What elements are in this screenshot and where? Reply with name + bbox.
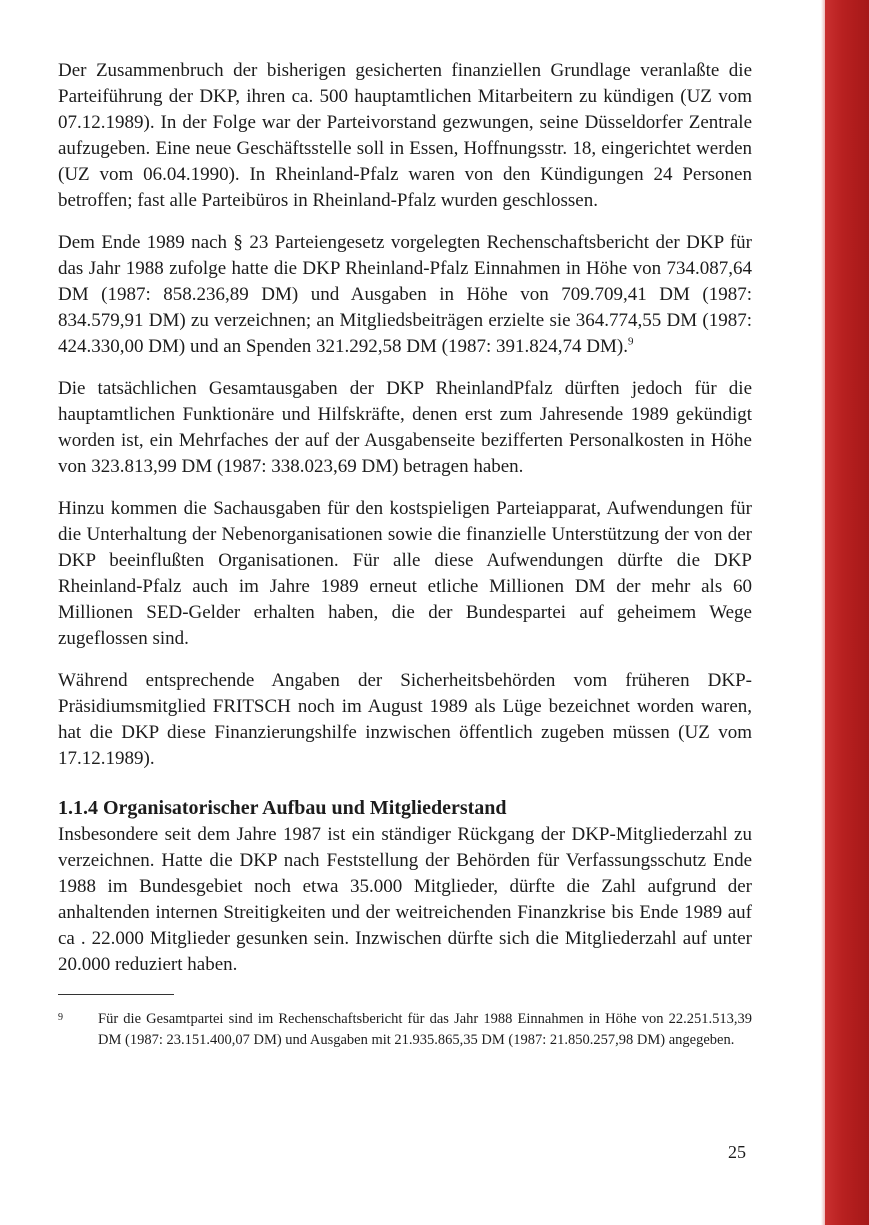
paragraph-3: Die tatsächlichen Gesamtausgaben der DKP RheinlandPfalz dürften jedoch für die hauptamtlichen Funktionäre und Hilfskräfte, denen erst zum Jahresende 1989 gekündigt worden ist, ein Mehrfaches der auf der Ausgabenseite bezifferten Personalkosten in Höhe von 323.813,99 DM (1987: 338.023,69 DM) betragen haben. [58, 378, 752, 477]
footnote-divider [58, 994, 174, 995]
paragraph-2 [58, 230, 752, 360]
footnote [58, 1009, 752, 1051]
footnote-text: Für die Gesamtpartei sind im Rechenschaftsbericht für das Jahr 1988 Einnahmen in Höhe von 22.251.513,39 DM (1987: 23.151.400,07 DM) und Ausgaben mit 21.935.865,35 DM (1987: 21.850.257,98 DM) angegeben. [98, 1011, 752, 1048]
section-heading: 1.1.4 Organisatorischer Aufbau und Mitgliederstand [58, 797, 507, 819]
binding-edge [825, 0, 869, 1225]
page-number: 25 [728, 1142, 746, 1162]
section-paragraph: Insbesondere seit dem Jahre 1987 ist ein ständiger Rückgang der DKP-Mitgliederzahl zu verzeichnen. Hatte die DKP nach Feststellung der Behörden für Verfassungsschutz Ende 1988 im Bundesgebiet noch etwa 35.000 Mitglieder, dürfte die Zahl aufgrund der anhaltenden internen Streitigkeiten und der weitreichenden Finanzkrise bis Ende 1989 auf ca . 22.000 Mitglieder gesunken sein. Inzwischen dürfte sich die Mitgliederzahl auf unter 20.000 reduziert haben. [58, 824, 752, 975]
paragraph-2-text: Dem Ende 1989 nach § 23 Parteiengesetz vorgelegten Rechenschaftsbericht der DKP für das Jahr 1988 zufolge hatte die DKP Rheinland-Pfalz Einnahmen in Höhe von 734.087,64 DM (1987: 858.236,89 DM) und Ausgaben in Höhe von 709.709,41 DM (1987: 834.579,91 DM) zu verzeichnen; an Mitgliedsbeiträgen erzielte sie 364.774,55 DM (1987: 424.330,00 DM) und an Spenden 321.292,58 DM (1987: 391.824,74 DM). [58, 232, 752, 357]
page-content [58, 58, 752, 1051]
paragraph-1: Der Zusammenbruch der bisherigen gesicherten finanziellen Grundlage veranlaßte die Parteiführung der DKP, ihren ca. 500 hauptamtlichen Mitarbeitern zu kündigen (UZ vom 07.12.1989). In der Folge war der Parteivorstand gezwungen, seine Düsseldorfer Zentrale aufzugeben. Eine neue Geschäftsstelle soll in Essen, Hoffnungsstr. 18, eingerichtet werden (UZ vom 06.04.1990). In Rheinland-Pfalz waren von den Kündigungen 24 Personen betroffen; fast alle Parteibüros in Rheinland-Pfalz wurden geschlossen. [58, 60, 752, 211]
footnote-mark: 9 [58, 1012, 63, 1023]
paragraph-4: Hinzu kommen die Sachausgaben für den kostspieligen Parteiapparat, Aufwendungen für die Unterhaltung der Nebenorganisationen sowie die finanzielle Unterstützung der von der DKP beeinflußten Organisationen. Für alle diese Aufwendungen dürfte die DKP Rheinland-Pfalz auch im Jahre 1989 erneut etliche Millionen DM der mehr als 60 Millionen SED-Gelder erhalten haben, die der Bundespartei auf geheimem Wege zugeflossen sind. [58, 498, 752, 649]
paragraph-5: Während entsprechende Angaben der Sicherheitsbehörden vom früheren DKP-Präsidiumsmitglied FRITSCH noch im August 1989 als Lüge bezeichnet worden waren, hat die DKP diese Finanzierungshilfe inzwischen öffentlich zugeben müssen (UZ vom 17.12.1989). [58, 670, 752, 769]
footnote-reference: 9 [627, 335, 634, 348]
